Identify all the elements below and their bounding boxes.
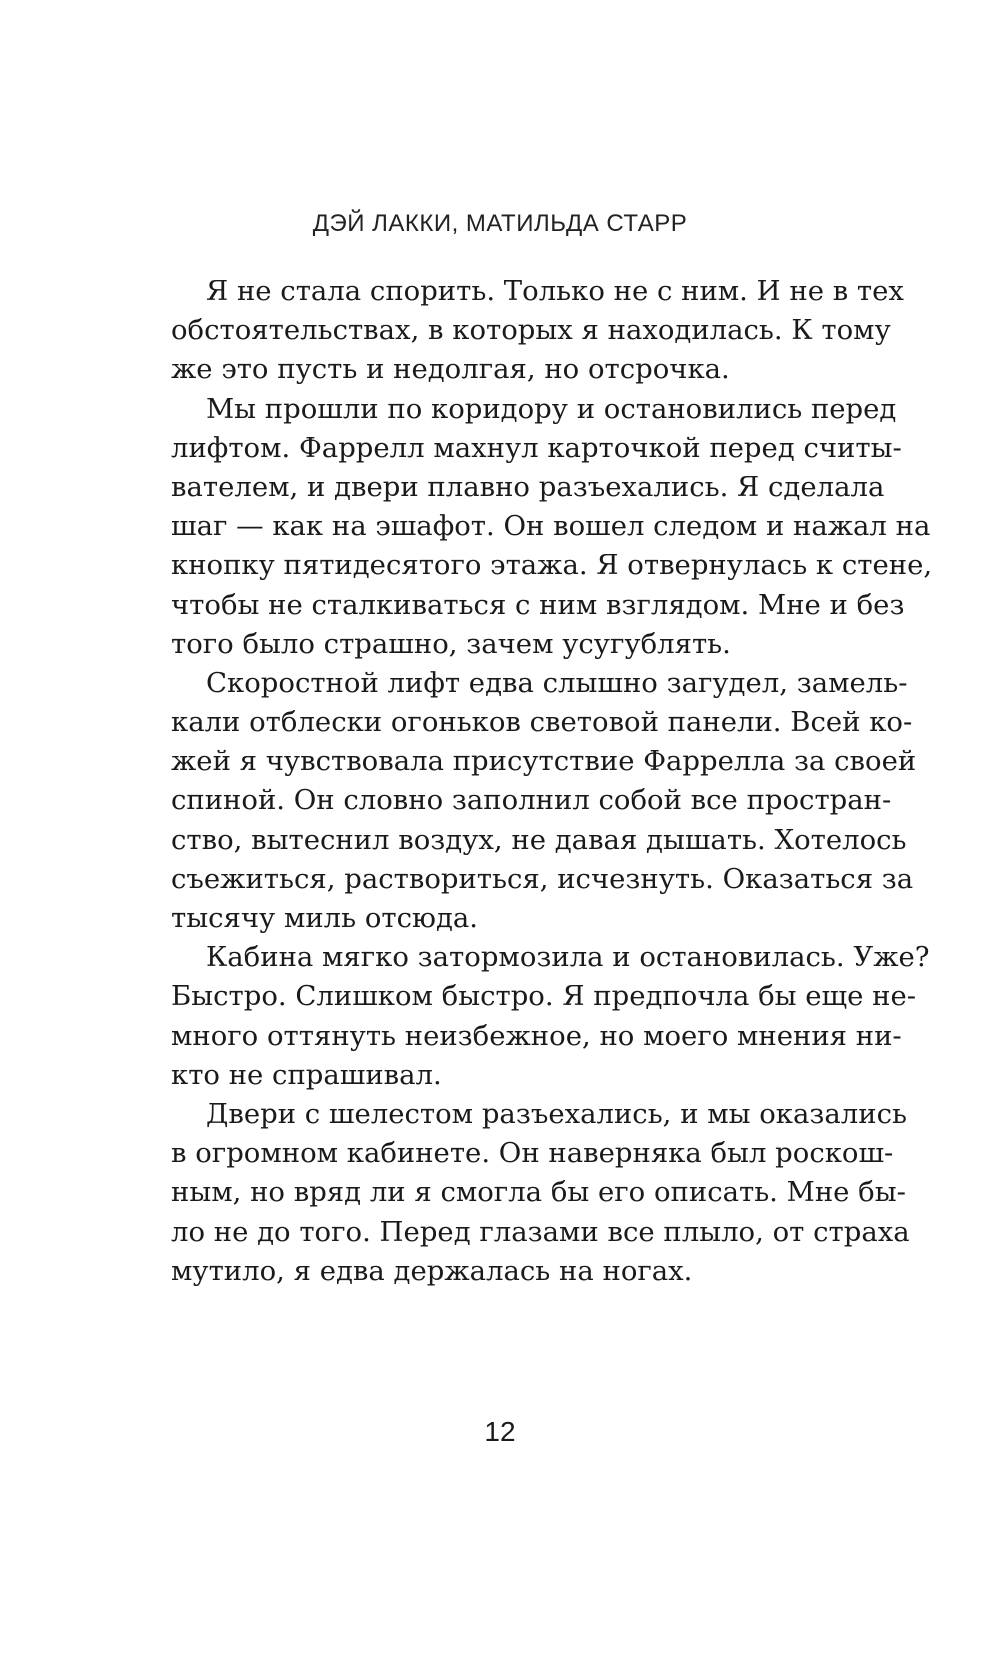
text-line: в огромном кабинете. Он наверняка был роскош- <box>171 1137 894 1170</box>
text-line: кнопку пятидесятого этажа. Я отвернулась к стене, <box>171 549 933 582</box>
text-line: много оттянуть неизбежное, но моего мнения ни- <box>171 1019 902 1052</box>
text-line: Скоростной лифт едва слышно загудел, замель- <box>206 666 908 699</box>
text-line: Быстро. Слишком быстро. Я предпочла бы еще не- <box>171 980 917 1013</box>
text-line: жей я чувствовала присутствие Фаррелла за своей <box>171 745 917 778</box>
running-head: ДЭЙ ЛАККИ, МАТИЛЬДА СТАРР <box>312 210 688 237</box>
text-line: того было страшно, зачем усугублять. <box>171 627 731 660</box>
text-line: спиной. Он словно заполнил собой все простран- <box>171 784 892 817</box>
text-line: кали отблески огоньков световой панели. Всей ко- <box>171 706 913 739</box>
text-line: ство, вытеснил воздух, не давая дышать. Хотелось <box>171 823 907 856</box>
text-line: ло не до того. Перед глазами все плыло, от страха <box>171 1215 910 1248</box>
text-line: ным, но вряд ли я смогла бы его описать. Мне бы- <box>171 1176 906 1209</box>
text-line: обстоятельствах, в которых я находилась. К тому <box>171 314 891 347</box>
paragraph <box>171 938 930 1095</box>
paragraph <box>171 272 904 390</box>
body-text <box>171 272 933 1291</box>
text-line: лифтом. Фаррелл махнул карточкой перед считы- <box>171 431 902 464</box>
text-line: кто не спрашивал. <box>171 1058 442 1091</box>
text-line: Я не стала спорить. Только не с ним. И не в тех <box>206 275 904 307</box>
text-line: Кабина мягко затормозила и остановилась. Уже? <box>206 941 930 974</box>
text-line: шаг — как на эшафот. Он вошел следом и нажал на <box>171 510 931 543</box>
text-line: съежиться, раствориться, исчезнуть. Оказаться за <box>171 862 914 895</box>
text-line: вателем, и двери плавно разъехались. Я сделала <box>171 470 885 503</box>
text-line: мутило, я едва держалась на ногах. <box>171 1254 693 1287</box>
text-line: чтобы не сталкиваться с ним взглядом. Мне и без <box>171 588 905 621</box>
text-line: же это пусть и недолгая, но отсрочка. <box>171 353 730 386</box>
text-line: Мы прошли по коридору и остановились перед <box>206 392 897 425</box>
paragraph <box>171 1095 910 1291</box>
text-line: тысячу миль отсюда. <box>171 902 479 934</box>
paragraph <box>171 664 917 938</box>
page-number: 12 <box>484 1416 516 1447</box>
paragraph <box>171 390 933 664</box>
text-line: Двери с шелестом разъехались, и мы оказались <box>206 1097 907 1130</box>
